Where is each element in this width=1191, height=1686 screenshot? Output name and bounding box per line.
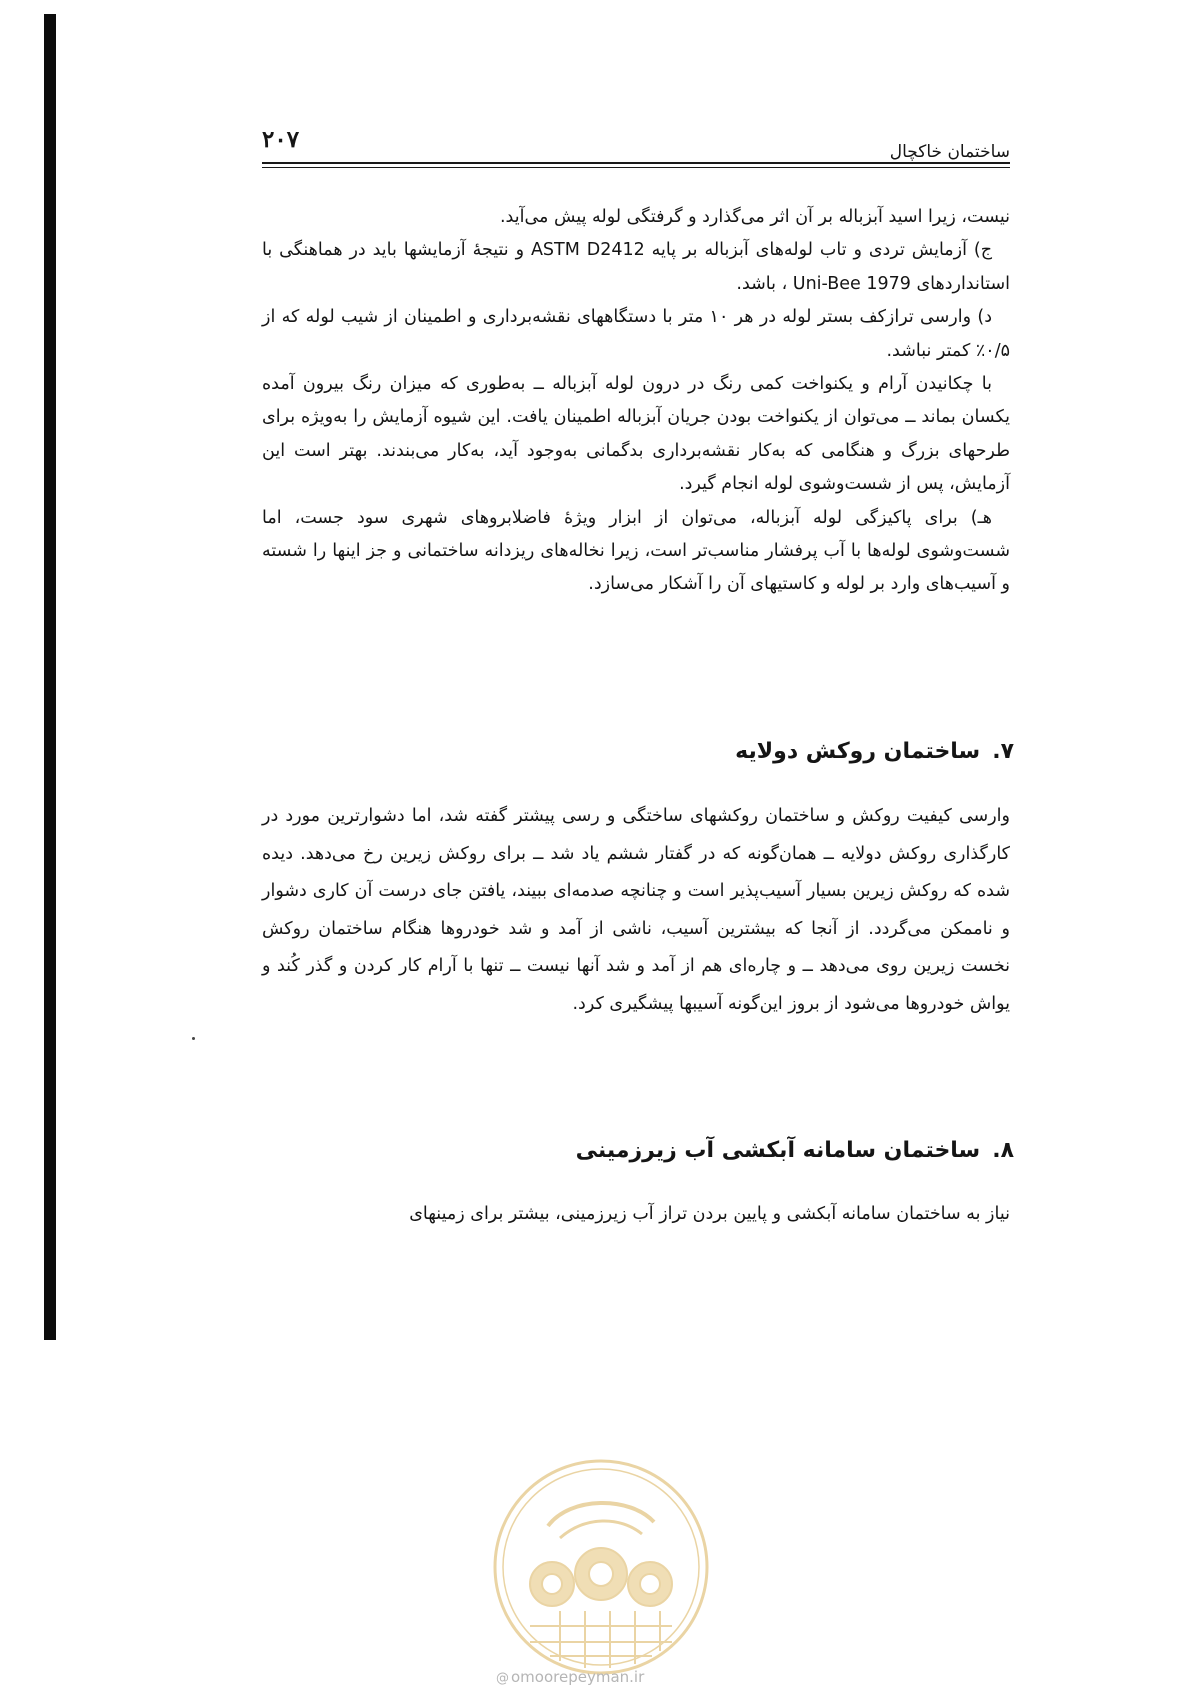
paragraph: نیاز به ساختمان سامانه آبکشی و پایین بردن تراز آب زیرزمینی، بیشتر برای زمینهای (409, 1204, 1010, 1224)
scan-speck (192, 1037, 195, 1040)
scan-edge-bar (44, 14, 56, 1340)
site-url-text: omoorepeyman.ir (511, 1668, 645, 1686)
paragraph: ج) آزمایش تردی و تاب لوله‌های آبزباله بر پایه ASTM D2412 و نتیجهٔ آزمایشها باید در هماهنگی با استانداردهای Uni-Bee 1979 ، باشد. (262, 240, 1010, 294)
body-text-top (262, 201, 1010, 602)
section-number: ۷. (992, 739, 1014, 764)
watermark-logo (490, 1456, 712, 1678)
watermark-site-url: @ omoorepeyman.ir (496, 1668, 645, 1686)
header-rule-thin (262, 167, 1010, 168)
section-title: ساختمان روکش دولایه (735, 739, 981, 764)
section-8-body (262, 1196, 1010, 1232)
page-header (262, 126, 1010, 166)
paragraph: د) وارسی ترازکف بستر لوله در هر ۱۰ متر با دستگاههای نقشه‌برداری و اطمینان از شیب لوله که از ۰/۵٪ کمتر نباشد. (262, 307, 1010, 361)
paragraph: نیست، زیرا اسید آبزباله بر آن اثر می‌گذارد و گرفتگی لوله پیش می‌آید. (499, 207, 1010, 227)
running-title: ساختمان خاکچال (889, 142, 1010, 162)
section-heading-8 (262, 1138, 1014, 1163)
section-heading-7 (262, 739, 1014, 764)
section-title: ساختمان سامانه آبکشی آب زیرزمینی (575, 1138, 981, 1163)
paragraph: وارسی کیفیت روکش و ساختمان روکشهای ساختگی و رسی پیشتر گفته شد، اما دشوارترین مورد در کارگذاری روکش دولایه ــ همان‌گونه که در گفتار ششم یاد شد ــ برای روکش زیرین رخ می‌دهد. دیده شده که روکش زیرین بسیار آسیب‌پذیر است و چنانچه صدمه‌ای ببیند، یافتن جای درست آن کاری دشوار و ناممکن می‌گردد. از آنجا که بیشترین آسیب، ناشی از آمد و شد خودروها هنگام ساختمان روکش نخست زیرین روی می‌دهد ــ و چاره‌ای هم از آمد و شد آنها نیست ــ تنها با آرام کار کردن و گذر کُند و یواش خودروها می‌شود از بروز این‌گونه آسیبها پیشگیری کرد. (262, 806, 1010, 1014)
section-number: ۸. (992, 1138, 1014, 1163)
paragraph: هـ) برای پاکیزگی لوله آبزباله، می‌توان از ابزار ویژهٔ فاضلابروهای شهری سود جست، اما شست‌وشوی لوله‌ها با آب پرفشار مناسب‌تر است، زیرا نخاله‌های ریزدانه ساختمانی و جز اینها را شسته و آسیب‌های وارد بر لوله و کاستیهای آن را آشکار می‌سازد. (262, 507, 1010, 595)
header-rule-thick (262, 162, 1010, 164)
section-7-body (262, 798, 1010, 1023)
paragraph: با چکانیدن آرام و یکنواخت کمی رنگ در درون لوله آبزباله ــ به‌طوری که میزان رنگ بیرون آمده یکسان بماند ــ می‌توان از یکنواخت بودن جریان آبزباله اطمینان یافت. این شیوه آزمایش را به‌ویژه برای طرحهای بزرگ و هنگامی که به‌کار نقشه‌برداری بدگمانی به‌وجود آید، به‌کار می‌بندند. بهتر است این آزمایش، پس از شست‌وشوی لوله انجام گیرد. (262, 374, 1010, 495)
page-number: ۲۰۷ (262, 126, 300, 153)
